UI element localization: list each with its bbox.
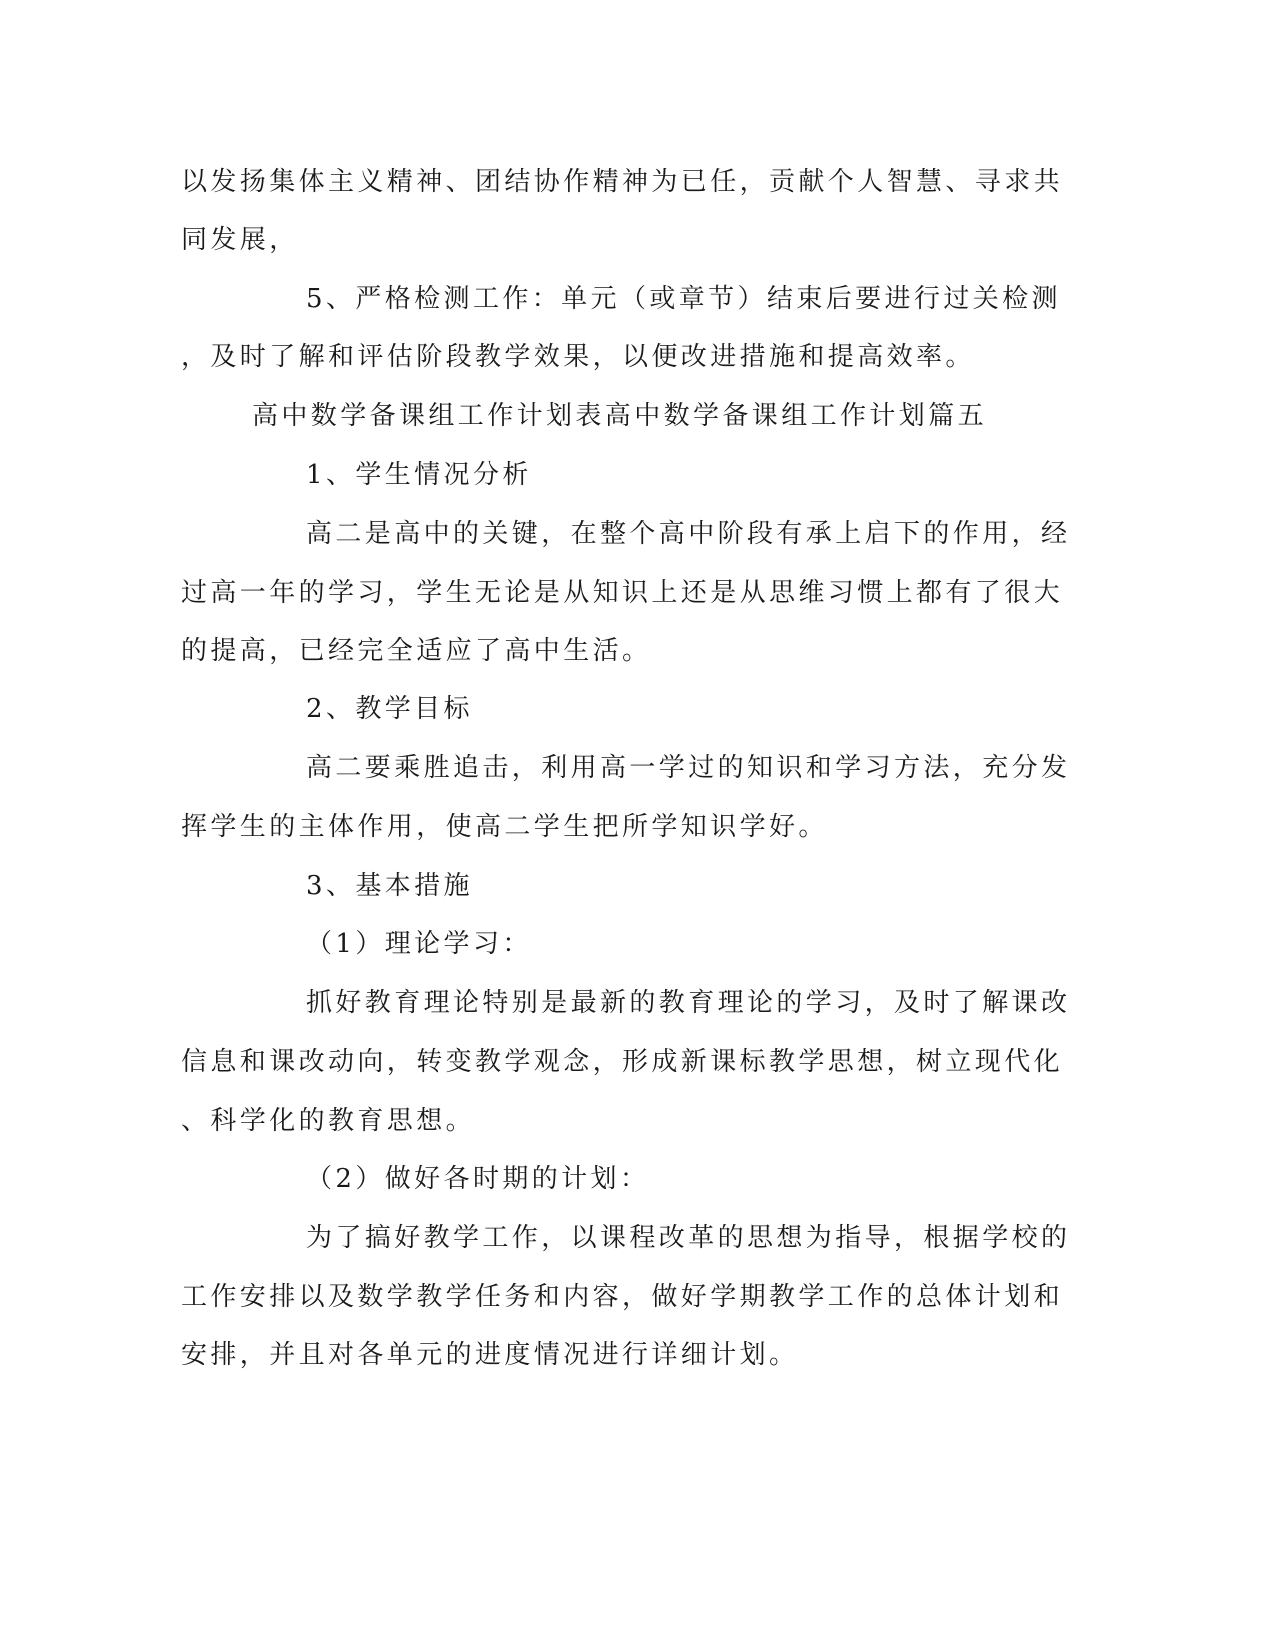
text-line: 以发扬集体主义精神、团结协作精神为已任，贡献个人智慧、寻求共 <box>181 167 1064 197</box>
text-line: 安排，并且对各单元的进度情况进行详细计划。 <box>181 1340 799 1370</box>
text-line: 过高一年的学习，学生无论是从知识上还是从思维习惯上都有了很大 <box>181 578 1064 608</box>
subheading: （2）做好各时期的计划： <box>306 1164 650 1194</box>
text-line: ，及时了解和评估阶段教学效果，以便改进措施和提高效率。 <box>181 342 975 372</box>
text-line: 信息和课改动向，转变教学观念，形成新课标教学思想，树立现代化 <box>181 1047 1064 1077</box>
text-line: 、科学化的教育思想。 <box>181 1106 476 1136</box>
subheading: 2、教学目标 <box>306 694 473 724</box>
text-line: 工作安排以及数学教学任务和内容，做好学期教学工作的总体计划和 <box>181 1282 1064 1312</box>
text-line: 5、严格检测工作：单元（或章节）结束后要进行过关检测 <box>306 284 1061 314</box>
subheading: 3、基本措施 <box>306 871 473 901</box>
text-line: 为了搞好教学工作，以课程改革的思想为指导，根据学校的 <box>306 1223 1071 1253</box>
section-heading: 高中数学备课组工作计划表高中数学备课组工作计划篇五 <box>252 401 988 431</box>
subheading: 1、学生情况分析 <box>306 460 532 490</box>
text-line: 高二是高中的关键，在整个高中阶段有承上启下的作用，经 <box>306 519 1071 549</box>
text-line: 的提高，已经完全适应了高中生活。 <box>181 636 652 666</box>
text-line: 挥学生的主体作用，使高二学生把所学知识学好。 <box>181 812 828 842</box>
subheading: （1）理论学习： <box>306 929 532 959</box>
text-line: 抓好教育理论特别是最新的教育理论的学习，及时了解课改 <box>306 988 1071 1018</box>
text-line: 同发展， <box>181 225 299 255</box>
text-line: 高二要乘胜追击，利用高一学过的知识和学习方法，充分发 <box>306 753 1071 783</box>
